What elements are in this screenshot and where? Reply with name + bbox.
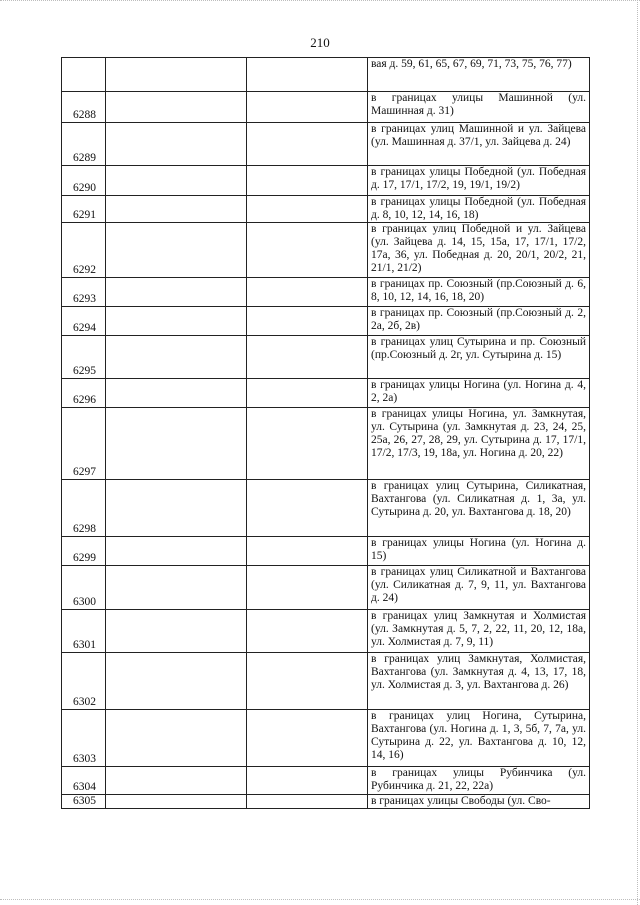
empty-cell: [247, 223, 368, 278]
empty-cell: [247, 379, 368, 408]
row-description: в границах улиц Сутырина, Силикатная, Вахтангова (ул. Силикатная д. 1, 3а, ул. Сутырина д. 20, ул. Вахтангова д. 18, 20): [368, 480, 590, 537]
empty-cell: [247, 566, 368, 610]
empty-cell: [247, 166, 368, 196]
row-description: в границах улиц Машинной и ул. Зайцева (ул. Машинная д. 37/1, ул. Зайцева д. 24): [368, 123, 590, 166]
row-description: в границах улиц Ногина, Сутырина, Вахтангова (ул. Ногина д. 1, 3, 5б, 7, 7а, ул. Сутырина д. 22, ул. Вахтангова д. 10, 12, 14, 16): [368, 710, 590, 767]
row-number: 6303: [62, 710, 106, 767]
table-row: [62, 710, 590, 767]
empty-cell: [106, 408, 247, 480]
empty-cell: [247, 480, 368, 537]
row-description: в границах улицы Свободы (ул. Сво-: [368, 795, 590, 809]
row-description: в границах улиц Победной и ул. Зайцева (ул. Зайцева д. 14, 15, 15а, 17, 17/1, 17/2, 17а, 36, ул. Победная д. 20, 20/1, 20/2, 21, 21/1, 21/2): [368, 223, 590, 278]
empty-cell: [106, 710, 247, 767]
table-row: [62, 123, 590, 166]
table-row: [62, 566, 590, 610]
table-row: [62, 58, 590, 92]
page-number: 210: [310, 35, 330, 50]
empty-cell: [247, 710, 368, 767]
address-table: [61, 57, 590, 809]
row-description: в границах улицы Рубинчика (ул. Рубинчика д. 21, 22, 22а): [368, 767, 590, 795]
page-right-border: [637, 0, 638, 905]
row-description: в границах улицы Ногина, ул. Замкнутая, ул. Сутырина (ул. Замкнутая д. 23, 24, 25, 25а, 26, 27, 28, 29, ул. Сутырина д. 17, 17/1, 17/2, 17/3, 19, 18а, ул. Ногина д. 20, 22): [368, 408, 590, 480]
empty-cell: [106, 123, 247, 166]
empty-cell: [106, 795, 247, 809]
row-number: 6291: [62, 196, 106, 223]
row-number: 6294: [62, 307, 106, 336]
table-row: [62, 379, 590, 408]
empty-cell: [247, 307, 368, 336]
table-row: [62, 278, 590, 307]
row-number: 6288: [62, 92, 106, 123]
row-number: 6290: [62, 166, 106, 196]
row-description: в границах улиц Силикатной и Вахтангова (ул. Силикатная д. 7, 9, 11, ул. Вахтангова д. 24): [368, 566, 590, 610]
empty-cell: [106, 336, 247, 379]
row-number: 6289: [62, 123, 106, 166]
empty-cell: [106, 480, 247, 537]
empty-cell: [106, 278, 247, 307]
empty-cell: [106, 307, 247, 336]
row-description: в границах улицы Машинной (ул. Машинная д. 31): [368, 92, 590, 123]
table-row: [62, 336, 590, 379]
empty-cell: [247, 196, 368, 223]
table-row: [62, 92, 590, 123]
empty-cell: [106, 58, 247, 92]
row-number: 6301: [62, 610, 106, 653]
row-description: в границах пр. Союзный (пр.Союзный д. 2, 2а, 2б, 2в): [368, 307, 590, 336]
row-number: 6300: [62, 566, 106, 610]
empty-cell: [106, 379, 247, 408]
table-row: [62, 196, 590, 223]
empty-cell: [247, 123, 368, 166]
empty-cell: [247, 58, 368, 92]
table-row: [62, 480, 590, 537]
row-description: в границах пр. Союзный (пр.Союзный д. 6, 8, 10, 12, 14, 16, 18, 20): [368, 278, 590, 307]
row-description: в границах улиц Замкнутая, Холмистая, Вахтангова (ул. Замкнутая д. 4, 13, 17, 18, ул. Холмистая д. 3, ул. Вахтангова д. 26): [368, 653, 590, 710]
empty-cell: [247, 278, 368, 307]
empty-cell: [106, 223, 247, 278]
row-number: 6292: [62, 223, 106, 278]
row-number: 6296: [62, 379, 106, 408]
table-row: [62, 223, 590, 278]
empty-cell: [247, 795, 368, 809]
table-row: [62, 653, 590, 710]
table-row: [62, 537, 590, 566]
row-number: [62, 58, 106, 92]
empty-cell: [106, 196, 247, 223]
empty-cell: [106, 166, 247, 196]
row-description: вая д. 59, 61, 65, 67, 69, 71, 73, 75, 76, 77): [368, 58, 590, 92]
row-number: 6298: [62, 480, 106, 537]
row-description: в границах улицы Ногина (ул. Ногина д. 4, 2, 2а): [368, 379, 590, 408]
row-number: 6302: [62, 653, 106, 710]
row-number: 6305: [62, 795, 106, 809]
row-description: в границах улицы Ногина (ул. Ногина д. 15): [368, 537, 590, 566]
row-description: в границах улицы Победной (ул. Победная д. 8, 10, 12, 14, 16, 18): [368, 196, 590, 223]
empty-cell: [247, 767, 368, 795]
table-row: [62, 166, 590, 196]
empty-cell: [106, 537, 247, 566]
table-row: [62, 767, 590, 795]
empty-cell: [106, 767, 247, 795]
row-number: 6304: [62, 767, 106, 795]
row-description: в границах улиц Сутырина и пр. Союзный (пр.Союзный д. 2г, ул. Сутырина д. 15): [368, 336, 590, 379]
row-description: в границах улицы Победной (ул. Победная д. 17, 17/1, 17/2, 19, 19/1, 19/2): [368, 166, 590, 196]
table-row: [62, 610, 590, 653]
empty-cell: [247, 92, 368, 123]
row-number: 6299: [62, 537, 106, 566]
empty-cell: [247, 537, 368, 566]
empty-cell: [247, 653, 368, 710]
empty-cell: [106, 92, 247, 123]
row-number: 6297: [62, 408, 106, 480]
table-row: [62, 795, 590, 809]
empty-cell: [106, 653, 247, 710]
empty-cell: [247, 408, 368, 480]
row-number: 6295: [62, 336, 106, 379]
empty-cell: [247, 336, 368, 379]
row-description: в границах улиц Замкнутая и Холмистая (ул. Замкнутая д. 5, 7, 2, 22, 11, 20, 12, 18а, ул. Холмистая д. 7, 9, 11): [368, 610, 590, 653]
table-row: [62, 307, 590, 336]
empty-cell: [106, 566, 247, 610]
page-bottom-border: [0, 899, 640, 900]
table-row: [62, 408, 590, 480]
empty-cell: [247, 610, 368, 653]
page-top-border: [0, 0, 640, 1]
empty-cell: [106, 610, 247, 653]
row-number: 6293: [62, 278, 106, 307]
